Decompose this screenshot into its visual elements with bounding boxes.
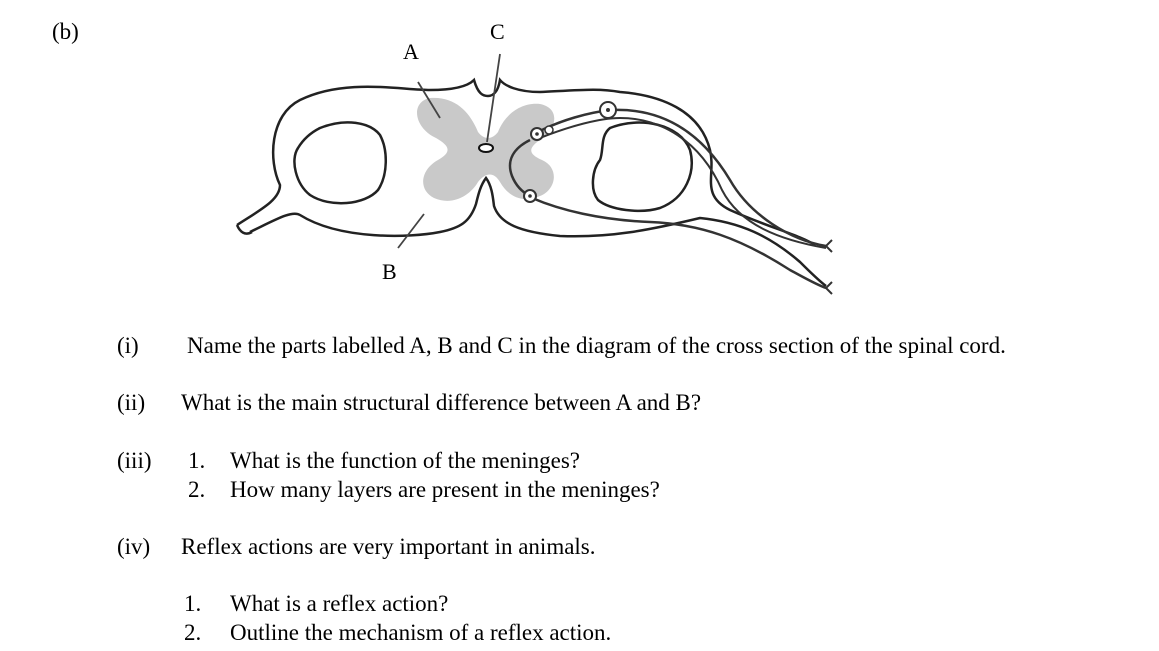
question-i-number: (i) — [117, 333, 139, 358]
question-iii-sub-2-number: 2. — [188, 477, 206, 502]
spinal-cord-cross-section-diagram — [0, 0, 1159, 320]
label-a: A — [403, 39, 419, 64]
left-root — [237, 225, 252, 234]
leader-line-c — [487, 54, 500, 142]
question-iii-sub-1-text: What is the function of the meninges? — [230, 448, 581, 473]
cell-body — [545, 126, 553, 134]
question-iii-sub-2-text: How many layers are present in the meninges? — [230, 477, 660, 502]
nerve-ending — [826, 282, 832, 294]
question-iv-number: (iv) — [117, 534, 151, 559]
question-i-text: Name the parts labelled A, B and C in the diagram of the cross section of the spinal cord. — [187, 333, 1006, 358]
nerve-ending — [826, 240, 832, 252]
motor-nerve — [532, 198, 826, 288]
question-iv-sub-2-text: Outline the mechanism of a reflex action. — [230, 620, 612, 645]
left-cavity — [294, 122, 385, 203]
label-c: C — [490, 19, 505, 44]
question-ii-text: What is the main structural difference between A and B? — [181, 390, 702, 415]
question-iii-sub-1-number: 1. — [188, 448, 206, 473]
leader-line-b — [398, 214, 424, 248]
question-iv-text: Reflex actions are very important in animals. — [181, 534, 596, 559]
part-label: (b) — [52, 19, 79, 44]
label-b: B — [382, 259, 397, 284]
question-iv-sub-1-text: What is a reflex action? — [230, 591, 449, 616]
question-iv-sub-1-number: 1. — [184, 591, 202, 616]
question-iv-sub-2-number: 2. — [184, 620, 202, 645]
question-iii-number: (iii) — [117, 448, 152, 473]
central-canal — [479, 144, 493, 152]
question-ii-number: (ii) — [117, 390, 146, 415]
